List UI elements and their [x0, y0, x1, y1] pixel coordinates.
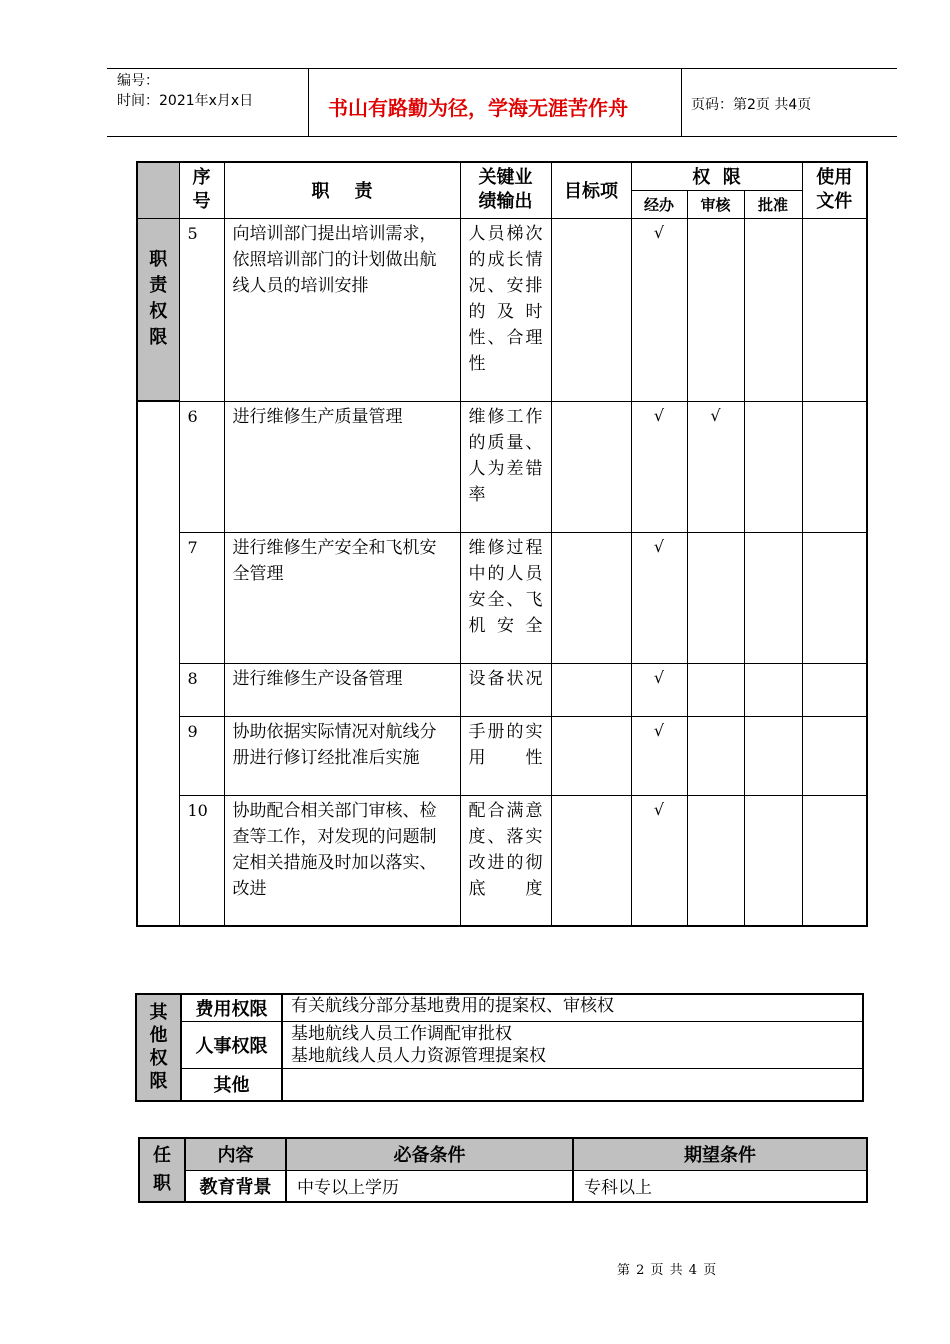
- row-target: [551, 663, 631, 716]
- check-mark: √: [653, 536, 665, 556]
- page-info: 页码：第2页 共4页: [691, 97, 812, 113]
- check-mark: √: [653, 667, 665, 687]
- row-kpi: 设备状况: [460, 663, 551, 716]
- col-target-header: 目标项: [551, 162, 631, 218]
- check-mark: √: [653, 222, 665, 242]
- row-duty: 向培训部门提出培训需求，依照培训部门的计划做出航线人员的培训安排: [224, 218, 460, 401]
- row-check-handle: [631, 663, 687, 716]
- col-handle-header: 经办: [631, 190, 687, 218]
- row-kpi: 手册的实用性: [460, 716, 551, 795]
- row-seq: 6: [179, 401, 224, 532]
- qual-row-content: 教育背景: [185, 1170, 286, 1202]
- row-docs: [802, 401, 867, 532]
- row-target: [551, 218, 631, 401]
- check-mark: √: [710, 405, 721, 425]
- row-docs: [802, 218, 867, 401]
- other-row-value: 有关航线分部分基地费用的提案权、审核权: [282, 994, 863, 1022]
- row-seq: 7: [179, 532, 224, 663]
- row-seq: 9: [179, 716, 224, 795]
- page-footer: 第 2 页 共 4 页: [617, 1263, 718, 1278]
- row-duty: 进行维修生产质量管理: [224, 401, 460, 532]
- row-kpi: 人员梯次的成长情况、安排的及时性、合理性: [460, 218, 551, 401]
- check-mark: √: [653, 720, 665, 740]
- row-kpi: 配合满意度、落实改进的彻底度: [460, 795, 551, 926]
- header-top-rule: [107, 68, 897, 69]
- row-check-review: [687, 663, 744, 716]
- row-target: [551, 716, 631, 795]
- section-label-blank: [137, 401, 179, 926]
- row-check-handle: [631, 795, 687, 926]
- col-docs-header: 使用 文件: [802, 162, 867, 218]
- row-check-review: [687, 716, 744, 795]
- other-row-label: 费用权限: [181, 994, 282, 1022]
- header-divider: [681, 68, 682, 136]
- row-duty: 进行维修生产安全和飞机安全管理: [224, 532, 460, 663]
- header-bottom-rule: [107, 136, 897, 137]
- row-seq: 10: [179, 795, 224, 926]
- other-row-value: 基地航线人员工作调配审批权 基地航线人员人力资源管理提案权: [282, 1022, 863, 1069]
- row-kpi: 维修工作的质量、人为差错率: [460, 401, 551, 532]
- row-check-handle: [631, 716, 687, 795]
- row-check-handle: [631, 401, 687, 532]
- qual-row-expected: 专科以上: [573, 1170, 867, 1202]
- row-check-approve: [744, 532, 802, 663]
- section-label-qualification: 任 职: [139, 1138, 185, 1202]
- other-rights-table: [135, 993, 864, 1102]
- col-authority-header: 权 限: [631, 162, 802, 190]
- serial-label: 编号：: [117, 73, 159, 89]
- date-label: 时间：2021年x月x日: [117, 93, 254, 109]
- header-divider: [308, 68, 309, 136]
- other-row-value: [282, 1069, 863, 1101]
- check-mark: √: [653, 405, 665, 425]
- row-target: [551, 532, 631, 663]
- row-duty: 进行维修生产设备管理: [224, 663, 460, 716]
- section-label-other: 其 他 权 限: [136, 994, 181, 1101]
- row-check-review: [687, 532, 744, 663]
- row-check-review: [687, 795, 744, 926]
- motto: 书山有路勤为径，学海无涯苦作舟: [328, 96, 628, 120]
- row-check-approve: [744, 401, 802, 532]
- qual-col-content: 内容: [185, 1138, 286, 1170]
- check-mark: √: [653, 799, 665, 819]
- row-check-approve: [744, 663, 802, 716]
- row-check-review: [687, 218, 744, 401]
- section-label-duties: 职 责 权 限: [137, 218, 179, 401]
- row-target: [551, 795, 631, 926]
- row-check-approve: [744, 795, 802, 926]
- qual-col-required: 必备条件: [286, 1138, 573, 1170]
- row-duty: 协助配合相关部门审核、检查等工作，对发现的问题制定相关措施及时加以落实、改进: [224, 795, 460, 926]
- row-docs: [802, 716, 867, 795]
- duties-table: [136, 161, 868, 927]
- qual-col-expected: 期望条件: [573, 1138, 867, 1170]
- row-docs: [802, 663, 867, 716]
- row-check-approve: [744, 716, 802, 795]
- other-row-label: 人事权限: [181, 1022, 282, 1069]
- row-check-review: [687, 401, 744, 532]
- col-duty-header: 职 责: [224, 162, 460, 218]
- col-approve-header: 批准: [744, 190, 802, 218]
- qual-row-required: 中专以上学历: [286, 1170, 573, 1202]
- row-check-handle: [631, 218, 687, 401]
- row-check-approve: [744, 218, 802, 401]
- col-seq-header: 序 号: [179, 162, 224, 218]
- row-check-handle: [631, 532, 687, 663]
- row-duty: 协助依据实际情况对航线分册进行修订经批准后实施: [224, 716, 460, 795]
- other-row-label: 其他: [181, 1069, 282, 1101]
- row-docs: [802, 532, 867, 663]
- row-seq: 5: [179, 218, 224, 401]
- row-docs: [802, 795, 867, 926]
- row-target: [551, 401, 631, 532]
- row-kpi: 维修过程中的人员安全、飞机安全: [460, 532, 551, 663]
- row-seq: 8: [179, 663, 224, 716]
- col-review-header: 审核: [687, 190, 744, 218]
- qualification-table: [138, 1137, 868, 1203]
- corner-cell: [137, 162, 179, 218]
- col-kpi-header: 关键业 绩输出: [460, 162, 551, 218]
